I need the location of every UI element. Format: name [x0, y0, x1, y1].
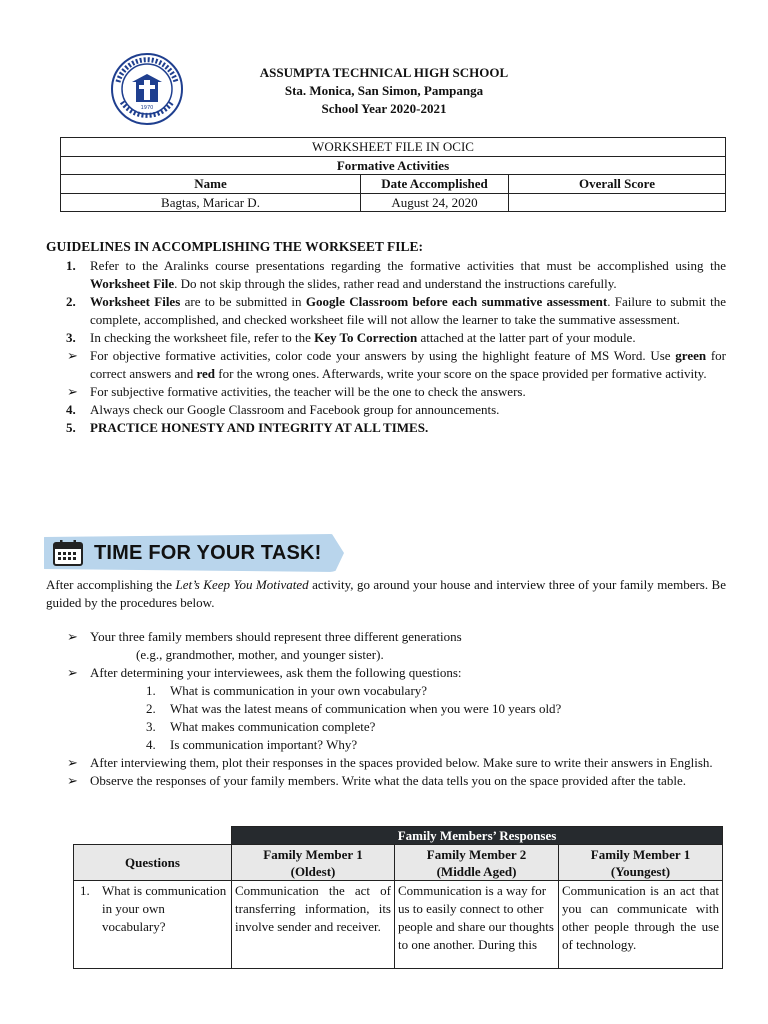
name-header: Name: [61, 175, 361, 194]
procedure-item-4: [46, 772, 726, 790]
arrow-bullet-icon: ➢: [67, 348, 78, 364]
school-name: ASSUMPTA TECHNICAL HIGH SCHOOL: [259, 65, 509, 80]
guideline-bold: Key To Correction: [314, 330, 418, 346]
guideline-text: In checking the worksheet file, refer to the: [90, 330, 315, 346]
guideline-text: Always check our Google Classroom and Facebook group for announcements.: [90, 402, 500, 418]
guideline-item-5: [46, 419, 726, 437]
member3-label: Family Member 1: [590, 846, 691, 862]
task-heading: TIME FOR YOUR TASK!: [94, 542, 322, 564]
member2-header: [395, 845, 559, 881]
procedure-item-1: [46, 628, 726, 646]
responses-table: [73, 826, 723, 969]
table-corner: [74, 827, 232, 845]
guideline-text: . Do not skip through the slides, rather read and understand the instructions carefully.: [174, 276, 617, 292]
question-number: 3.: [146, 719, 156, 734]
school-year: School Year 2020-2021: [321, 101, 447, 116]
document-header: [0, 52, 768, 132]
guideline-text: for the wrong ones. Afterwards, write your score on the space provided per formative activity.: [215, 366, 707, 382]
intro-text: activity, go around your house and interview three of your family members. Be guided by the procedures below.: [46, 577, 726, 610]
guideline-arrow-1: [46, 347, 726, 383]
list-marker: 2.: [66, 294, 76, 310]
name-value[interactable]: Bagtas, Maricar D.: [61, 193, 361, 212]
guidelines-section: [46, 238, 726, 437]
question-item: [46, 682, 726, 700]
procedures-list: [46, 628, 726, 790]
worksheet-info-table: [60, 137, 726, 212]
member3-response[interactable]: Communication is an act that you can communicate with other people through the use of technology.: [559, 881, 723, 969]
guideline-item-3: [46, 329, 726, 347]
member2-sublabel: (Middle Aged): [436, 863, 517, 879]
responses-group-header: Family Members’ Responses: [232, 827, 723, 845]
question-cell: [74, 881, 232, 969]
question-text: What makes communication complete?: [170, 719, 376, 734]
member3-sublabel: (Youngest): [610, 863, 671, 879]
question-number: 1.: [146, 683, 156, 698]
member1-sublabel: (Oldest): [290, 863, 336, 879]
guideline-text: . Failure to submit the complete, accomplished, and checked worksheet file will not allow the learner to take the summative assessment.: [90, 294, 726, 328]
member3-header: [559, 845, 723, 881]
calendar-icon: [52, 539, 84, 567]
table-row: [74, 881, 723, 969]
date-header: Date Accomplished: [361, 175, 509, 194]
arrow-bullet-icon: ➢: [67, 755, 78, 770]
guideline-bold: red: [196, 366, 216, 382]
guideline-bold: Worksheet Files: [90, 294, 181, 310]
member1-label: Family Member 1: [263, 846, 363, 862]
question-item: [46, 736, 726, 754]
guideline-text: For objective formative activities, color code your answers by using the highlight feature of MS Word. Use: [90, 348, 676, 364]
guideline-item-2: [46, 293, 726, 329]
guideline-text: Refer to the Aralinks course presentations regarding the formative activities that must be accomplished using the: [90, 258, 726, 274]
question-item: [46, 718, 726, 736]
member2-response[interactable]: Communication is a way for us to easily connect to other people and share our thoughts to one another. During this: [395, 881, 559, 969]
score-header: Overall Score: [509, 175, 726, 194]
member2-label: Family Member 2: [426, 846, 527, 862]
question-item: [46, 700, 726, 718]
procedure-text: After determining your interviewees, ask them the following questions:: [90, 665, 462, 680]
guideline-text: are to be submitted in: [180, 294, 306, 310]
guideline-bold: PRACTICE HONESTY AND INTEGRITY AT ALL TIMES.: [90, 420, 429, 436]
score-value[interactable]: [509, 193, 726, 212]
procedure-text: After interviewing them, plot their responses in the spaces provided below. Make sure to write their answers in English.: [90, 755, 713, 770]
question-text: Is communication important? Why?: [170, 737, 358, 752]
svg-text:1970: 1970: [140, 105, 154, 111]
question-text: What was the latest means of communication when you were 10 years old?: [170, 701, 562, 716]
procedure-text: Observe the responses of your family members. Write what the data tells you on the space provided after the table.: [90, 773, 686, 788]
list-marker: 1.: [66, 258, 76, 274]
procedure-item-2: [46, 664, 726, 682]
guideline-text: for correct answers and: [90, 348, 726, 382]
guideline-text: For subjective formative activities, the teacher will be the one to check the answers.: [90, 384, 526, 400]
worksheet-title: WORKSHEET FILE IN OCIC: [61, 138, 726, 157]
guideline-item-4: [46, 401, 726, 419]
procedure-text: Your three family members should represent three different generations: [90, 629, 462, 644]
procedure-item-3: [46, 754, 726, 772]
arrow-bullet-icon: ➢: [67, 629, 78, 644]
member1-response[interactable]: Communication the act of transferring information, its involve sender and receiver.: [232, 881, 395, 969]
guideline-text: attached at the latter part of your module.: [417, 330, 636, 346]
list-marker: 3.: [66, 330, 76, 346]
guidelines-title: GUIDELINES IN ACCOMPLISHING THE WORKSEET FILE:: [46, 239, 423, 254]
arrow-bullet-icon: ➢: [67, 665, 78, 680]
arrow-bullet-icon: ➢: [67, 384, 78, 400]
question-number: 2.: [146, 701, 156, 716]
school-address: Sta. Monica, San Simon, Pampanga: [284, 83, 484, 98]
task-banner: [44, 532, 344, 572]
intro-italic: Let’s Keep You Motivated: [175, 577, 309, 592]
questions-header: Questions: [74, 845, 232, 881]
question-number: 4.: [146, 737, 156, 752]
list-marker: 5.: [66, 420, 76, 436]
guideline-bold: Worksheet File: [90, 276, 175, 292]
guideline-bold: green: [675, 348, 707, 364]
school-info: [0, 64, 768, 118]
worksheet-subtitle: Formative Activities: [61, 156, 726, 175]
guideline-item-1: [46, 257, 726, 293]
date-value[interactable]: August 24, 2020: [361, 193, 509, 212]
task-intro: [46, 576, 726, 612]
intro-text: After accomplishing the: [46, 577, 176, 592]
question-text: What is communication in your own vocabulary?: [102, 883, 227, 934]
question-text: What is communication in your own vocabulary?: [170, 683, 428, 698]
guideline-arrow-2: [46, 383, 726, 401]
guideline-bold: Google Classroom before each summative assessment: [305, 294, 608, 310]
member1-header: [232, 845, 395, 881]
list-marker: 4.: [66, 402, 76, 418]
question-number: 1.: [80, 883, 90, 898]
procedure-example: (e.g., grandmother, mother, and younger sister).: [136, 647, 384, 662]
arrow-bullet-icon: ➢: [67, 773, 78, 788]
